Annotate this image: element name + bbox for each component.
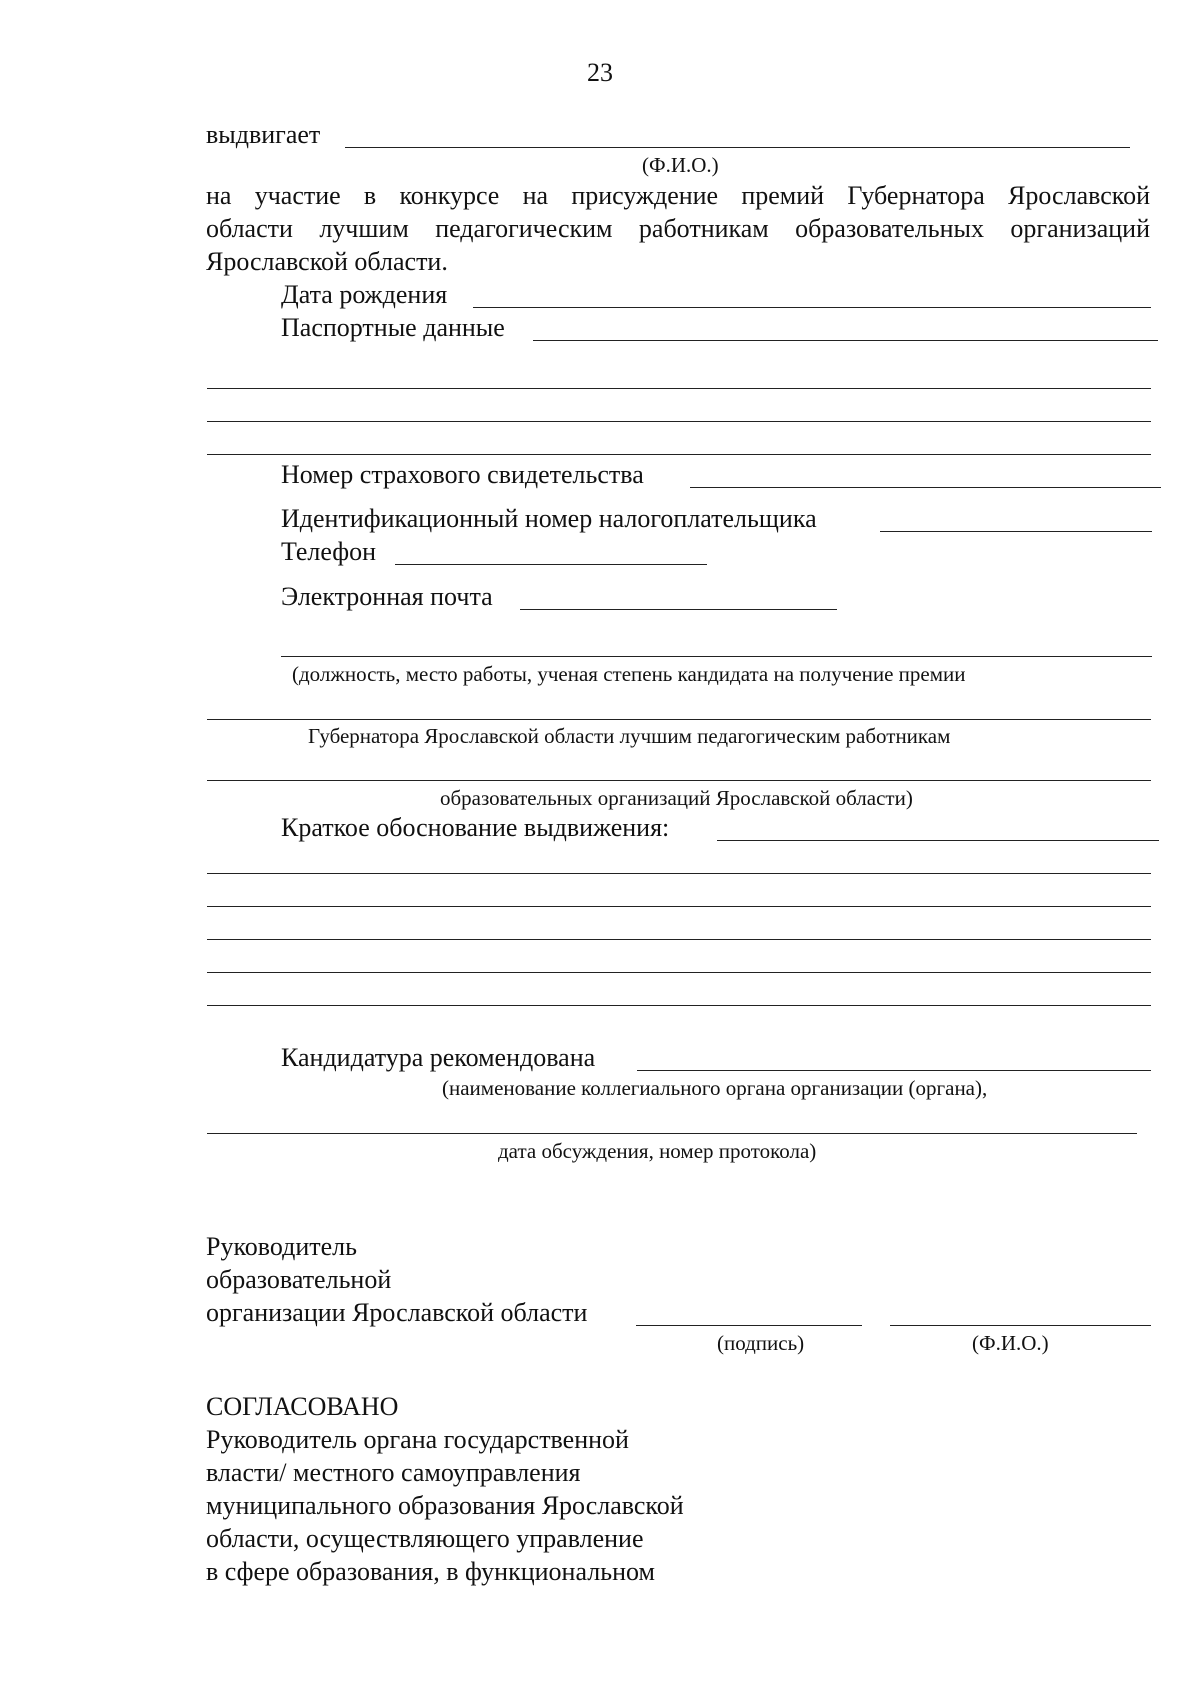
head-line-2: образовательной (206, 1265, 392, 1294)
recommended-caption-2: дата обсуждения, номер протокола) (498, 1139, 817, 1163)
phone-line[interactable] (395, 564, 707, 565)
justification-line-5[interactable] (207, 972, 1151, 973)
head-fio-caption: (Ф.И.О.) (972, 1331, 1049, 1355)
passport-extra-line-1[interactable] (207, 388, 1151, 389)
passport-label: Паспортные данные (281, 313, 505, 342)
nominates-label: выдвигает (206, 120, 321, 149)
signature-caption: (подпись) (717, 1331, 805, 1355)
agreed-line-1: Руководитель органа государственной (206, 1425, 629, 1454)
recommended-caption-1: (наименование коллегиального органа организации (органа), (442, 1076, 988, 1100)
position-caption-1: (должность, место работы, ученая степень кандидата на получение премии (292, 662, 966, 686)
fio-caption: (Ф.И.О.) (642, 153, 719, 177)
position-line-2[interactable] (207, 719, 1151, 720)
intro-line-2: области лучшим педагогическим работникам образовательных организаций (206, 214, 1150, 243)
insurance-label: Номер страхового свидетельства (281, 460, 644, 489)
justification-line-1[interactable] (717, 840, 1159, 841)
justification-line-4[interactable] (207, 939, 1151, 940)
signature-line[interactable] (636, 1325, 862, 1326)
agreed-line-4: области, осуществляющего управление (206, 1524, 644, 1553)
position-line-1[interactable] (281, 656, 1152, 657)
position-caption-2: Губернатора Ярославской области лучшим педагогическим работникам (308, 724, 951, 748)
nominee-name-line[interactable] (345, 147, 1130, 148)
recommended-line[interactable] (637, 1070, 1151, 1071)
tax-id-label: Идентификационный номер налогоплательщика (281, 504, 817, 533)
head-name-line[interactable] (890, 1325, 1151, 1326)
head-line-1: Руководитель (206, 1232, 357, 1261)
justification-line-6[interactable] (207, 1005, 1151, 1006)
tax-id-line[interactable] (880, 531, 1152, 532)
justification-line-3[interactable] (207, 906, 1151, 907)
email-label: Электронная почта (281, 582, 493, 611)
position-caption-3: образовательных организаций Ярославской области) (440, 786, 913, 810)
intro-line-1: на участие в конкурсе на присуждение премий Губернатора Ярославской (206, 181, 1150, 210)
page-number: 23 (587, 58, 613, 87)
position-line-3[interactable] (207, 780, 1151, 781)
agreed-line-5: в сфере образования, в функциональном (206, 1557, 655, 1586)
recommended-label: Кандидатура рекомендована (281, 1043, 596, 1072)
agreed-line-2: власти/ местного самоуправления (206, 1458, 581, 1487)
justification-label: Краткое обоснование выдвижения: (281, 813, 670, 842)
email-line[interactable] (520, 609, 837, 610)
phone-label: Телефон (281, 537, 377, 566)
passport-extra-line-2[interactable] (207, 421, 1151, 422)
birth-date-line[interactable] (473, 307, 1151, 308)
intro-line-3: Ярославской области. (206, 247, 448, 276)
recommended-line-2[interactable] (207, 1133, 1137, 1134)
passport-line[interactable] (533, 340, 1158, 341)
agreed-label: СОГЛАСОВАНО (206, 1392, 399, 1421)
head-line-3: организации Ярославской области (206, 1298, 588, 1327)
justification-line-2[interactable] (207, 873, 1151, 874)
agreed-line-3: муниципального образования Ярославской (206, 1491, 684, 1520)
birth-date-label: Дата рождения (281, 280, 448, 309)
passport-extra-line-3[interactable] (207, 454, 1151, 455)
insurance-line[interactable] (690, 487, 1161, 488)
